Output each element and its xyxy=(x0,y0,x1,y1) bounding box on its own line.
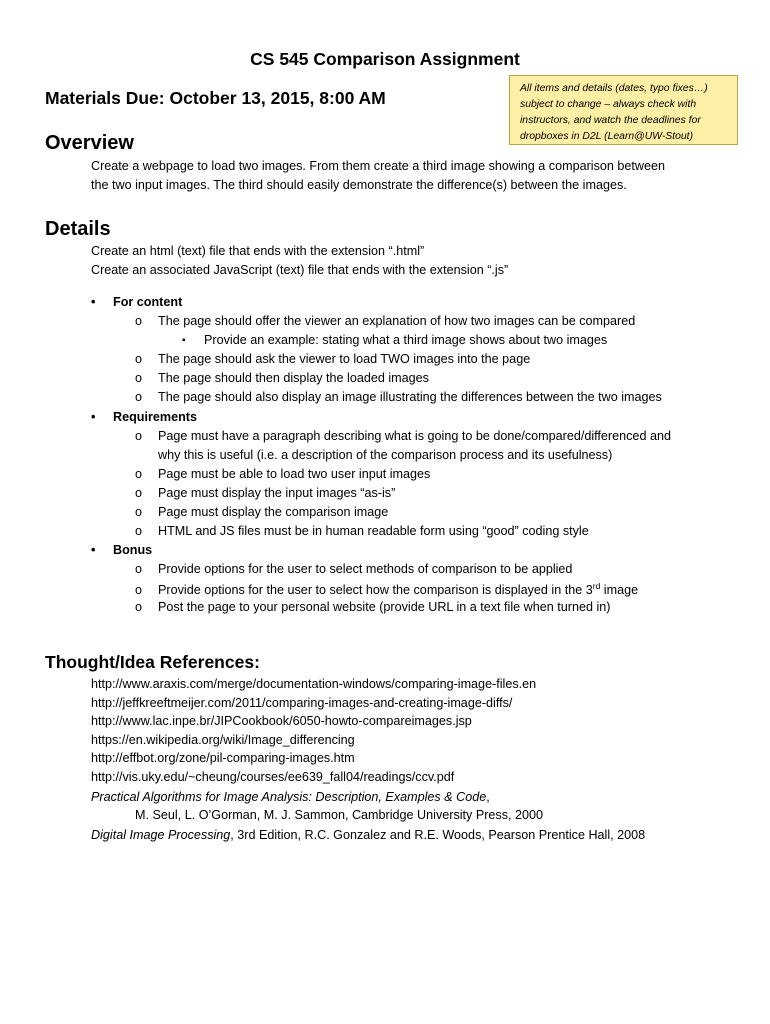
list-item-text: image xyxy=(600,583,639,598)
reference-link[interactable]: http://effbot.org/zone/pil-comparing-images.htm xyxy=(91,751,355,765)
details-line: Create an html (text) file that ends with the extension “.html” xyxy=(91,244,425,258)
overview-line: Create a webpage to load two images. From them create a third image showing a comparison between xyxy=(91,159,666,173)
list-item-text: The page should then display the loaded images xyxy=(158,371,429,385)
circle-bullet-icon: o xyxy=(135,600,143,614)
list-subitem xyxy=(182,333,607,347)
list-item-text: HTML and JS files must be in human readable form using “good” coding style xyxy=(158,524,589,538)
reference-link[interactable]: http://www.lac.inpe.br/JIPCookbook/6050-howto-compareimages.jsp xyxy=(91,714,472,728)
bullet-icon: • xyxy=(91,543,96,557)
bullet-icon: • xyxy=(91,295,96,309)
notice-box xyxy=(509,75,738,145)
list-item-text: Page must display the input images “as-is” xyxy=(158,486,396,500)
circle-bullet-icon: o xyxy=(135,314,143,328)
page-title: CS 545 Comparison Assignment xyxy=(250,49,520,69)
bullet-label: For content xyxy=(113,295,183,309)
book-title: Digital Image Processing xyxy=(91,828,231,842)
book-details: , 3rd Edition, R.C. Gonzalez and R.E. Woods, Pearson Prentice Hall, 2008 xyxy=(230,828,646,842)
book-title: Practical Algorithms for Image Analysis: Description, Examples & Code xyxy=(91,790,487,804)
list-item-text: Provide options for the user to select methods of comparison to be applied xyxy=(158,562,573,576)
bullet-bonus xyxy=(91,543,152,557)
reference-book xyxy=(91,790,490,804)
notice-line: dropboxes in D2L (Learn@UW-Stout) xyxy=(520,131,694,142)
bullet-label: Requirements xyxy=(113,410,197,424)
list-item xyxy=(135,429,671,443)
circle-bullet-icon: o xyxy=(135,429,143,443)
reference-link[interactable]: http://jeffkreeftmeijer.com/2011/comparing-images-and-creating-image-diffs/ xyxy=(91,696,513,710)
notice-line: subject to change – always check with xyxy=(520,99,697,110)
list-item-text: Page must display the comparison image xyxy=(158,505,389,519)
list-item xyxy=(135,581,638,597)
list-item xyxy=(135,371,429,385)
list-item-text: The page should ask the viewer to load TWO images into the page xyxy=(158,352,531,366)
overview-heading: Overview xyxy=(45,132,134,154)
circle-bullet-icon: o xyxy=(135,371,143,385)
list-item xyxy=(135,486,395,500)
list-item xyxy=(135,505,388,519)
details-line: Create an associated JavaScript (text) file that ends with the extension “.js” xyxy=(91,263,509,277)
circle-bullet-icon: o xyxy=(135,562,143,576)
details-heading: Details xyxy=(45,218,111,240)
bullet-requirements xyxy=(91,410,197,424)
reference-link[interactable]: https://en.wikipedia.org/wiki/Image_differencing xyxy=(91,733,355,747)
list-item-text: Provide options for the user to select how the comparison is displayed in the 3 xyxy=(158,583,593,598)
list-item xyxy=(135,600,610,614)
references-heading: Thought/Idea References: xyxy=(45,652,260,672)
notice-line: All items and details (dates, typo fixes…) xyxy=(520,83,708,94)
circle-bullet-icon: o xyxy=(135,524,143,538)
list-item-text: Page must be able to load two user input images xyxy=(158,467,431,481)
bullet-label: Bonus xyxy=(113,543,153,557)
list-item-text: Post the page to your personal website (provide URL in a text file when turned in) xyxy=(158,600,611,614)
circle-bullet-icon: o xyxy=(135,583,143,598)
circle-bullet-icon: o xyxy=(135,390,143,404)
list-item-text: Page must have a paragraph describing what is going to be done/compared/differenced and xyxy=(158,429,671,443)
list-item xyxy=(135,352,530,366)
list-item-text: Provide an example: stating what a third image shows about two images xyxy=(204,333,608,347)
list-item-continuation: why this is useful (i.e. a description of the comparison process and its usefulness) xyxy=(158,448,613,462)
list-item xyxy=(135,524,589,538)
bullet-for-content xyxy=(91,295,182,309)
list-item-text: The page should also display an image illustrating the differences between the two images xyxy=(158,390,662,404)
reference-book xyxy=(91,828,645,842)
reference-book-authors: M. Seul, L. O’Gorman, M. J. Sammon, Cambridge University Press, 2000 xyxy=(135,808,544,822)
overview-line: the two input images. The third should easily demonstrate the difference(s) between the images. xyxy=(91,178,627,192)
bullet-icon: • xyxy=(91,410,96,424)
notice-line: instructors, and watch the deadlines for xyxy=(520,115,701,126)
list-item-text: The page should offer the viewer an explanation of how two images can be compared xyxy=(158,314,636,328)
list-item xyxy=(135,314,635,328)
reference-link[interactable]: http://www.araxis.com/merge/documentation-windows/comparing-image-files.en xyxy=(91,677,537,691)
list-item xyxy=(135,390,662,404)
book-separator: , xyxy=(486,790,490,804)
square-bullet-icon: ▪ xyxy=(182,335,186,346)
circle-bullet-icon: o xyxy=(135,505,143,519)
circle-bullet-icon: o xyxy=(135,352,143,366)
due-date: Materials Due: October 13, 2015, 8:00 AM xyxy=(45,88,386,108)
ordinal-suffix: rd xyxy=(592,581,601,591)
list-item xyxy=(135,467,430,481)
circle-bullet-icon: o xyxy=(135,486,143,500)
reference-link[interactable]: http://vis.uky.edu/~cheung/courses/ee639_fall04/readings/ccv.pdf xyxy=(91,770,455,784)
circle-bullet-icon: o xyxy=(135,467,143,481)
list-item xyxy=(135,562,572,576)
